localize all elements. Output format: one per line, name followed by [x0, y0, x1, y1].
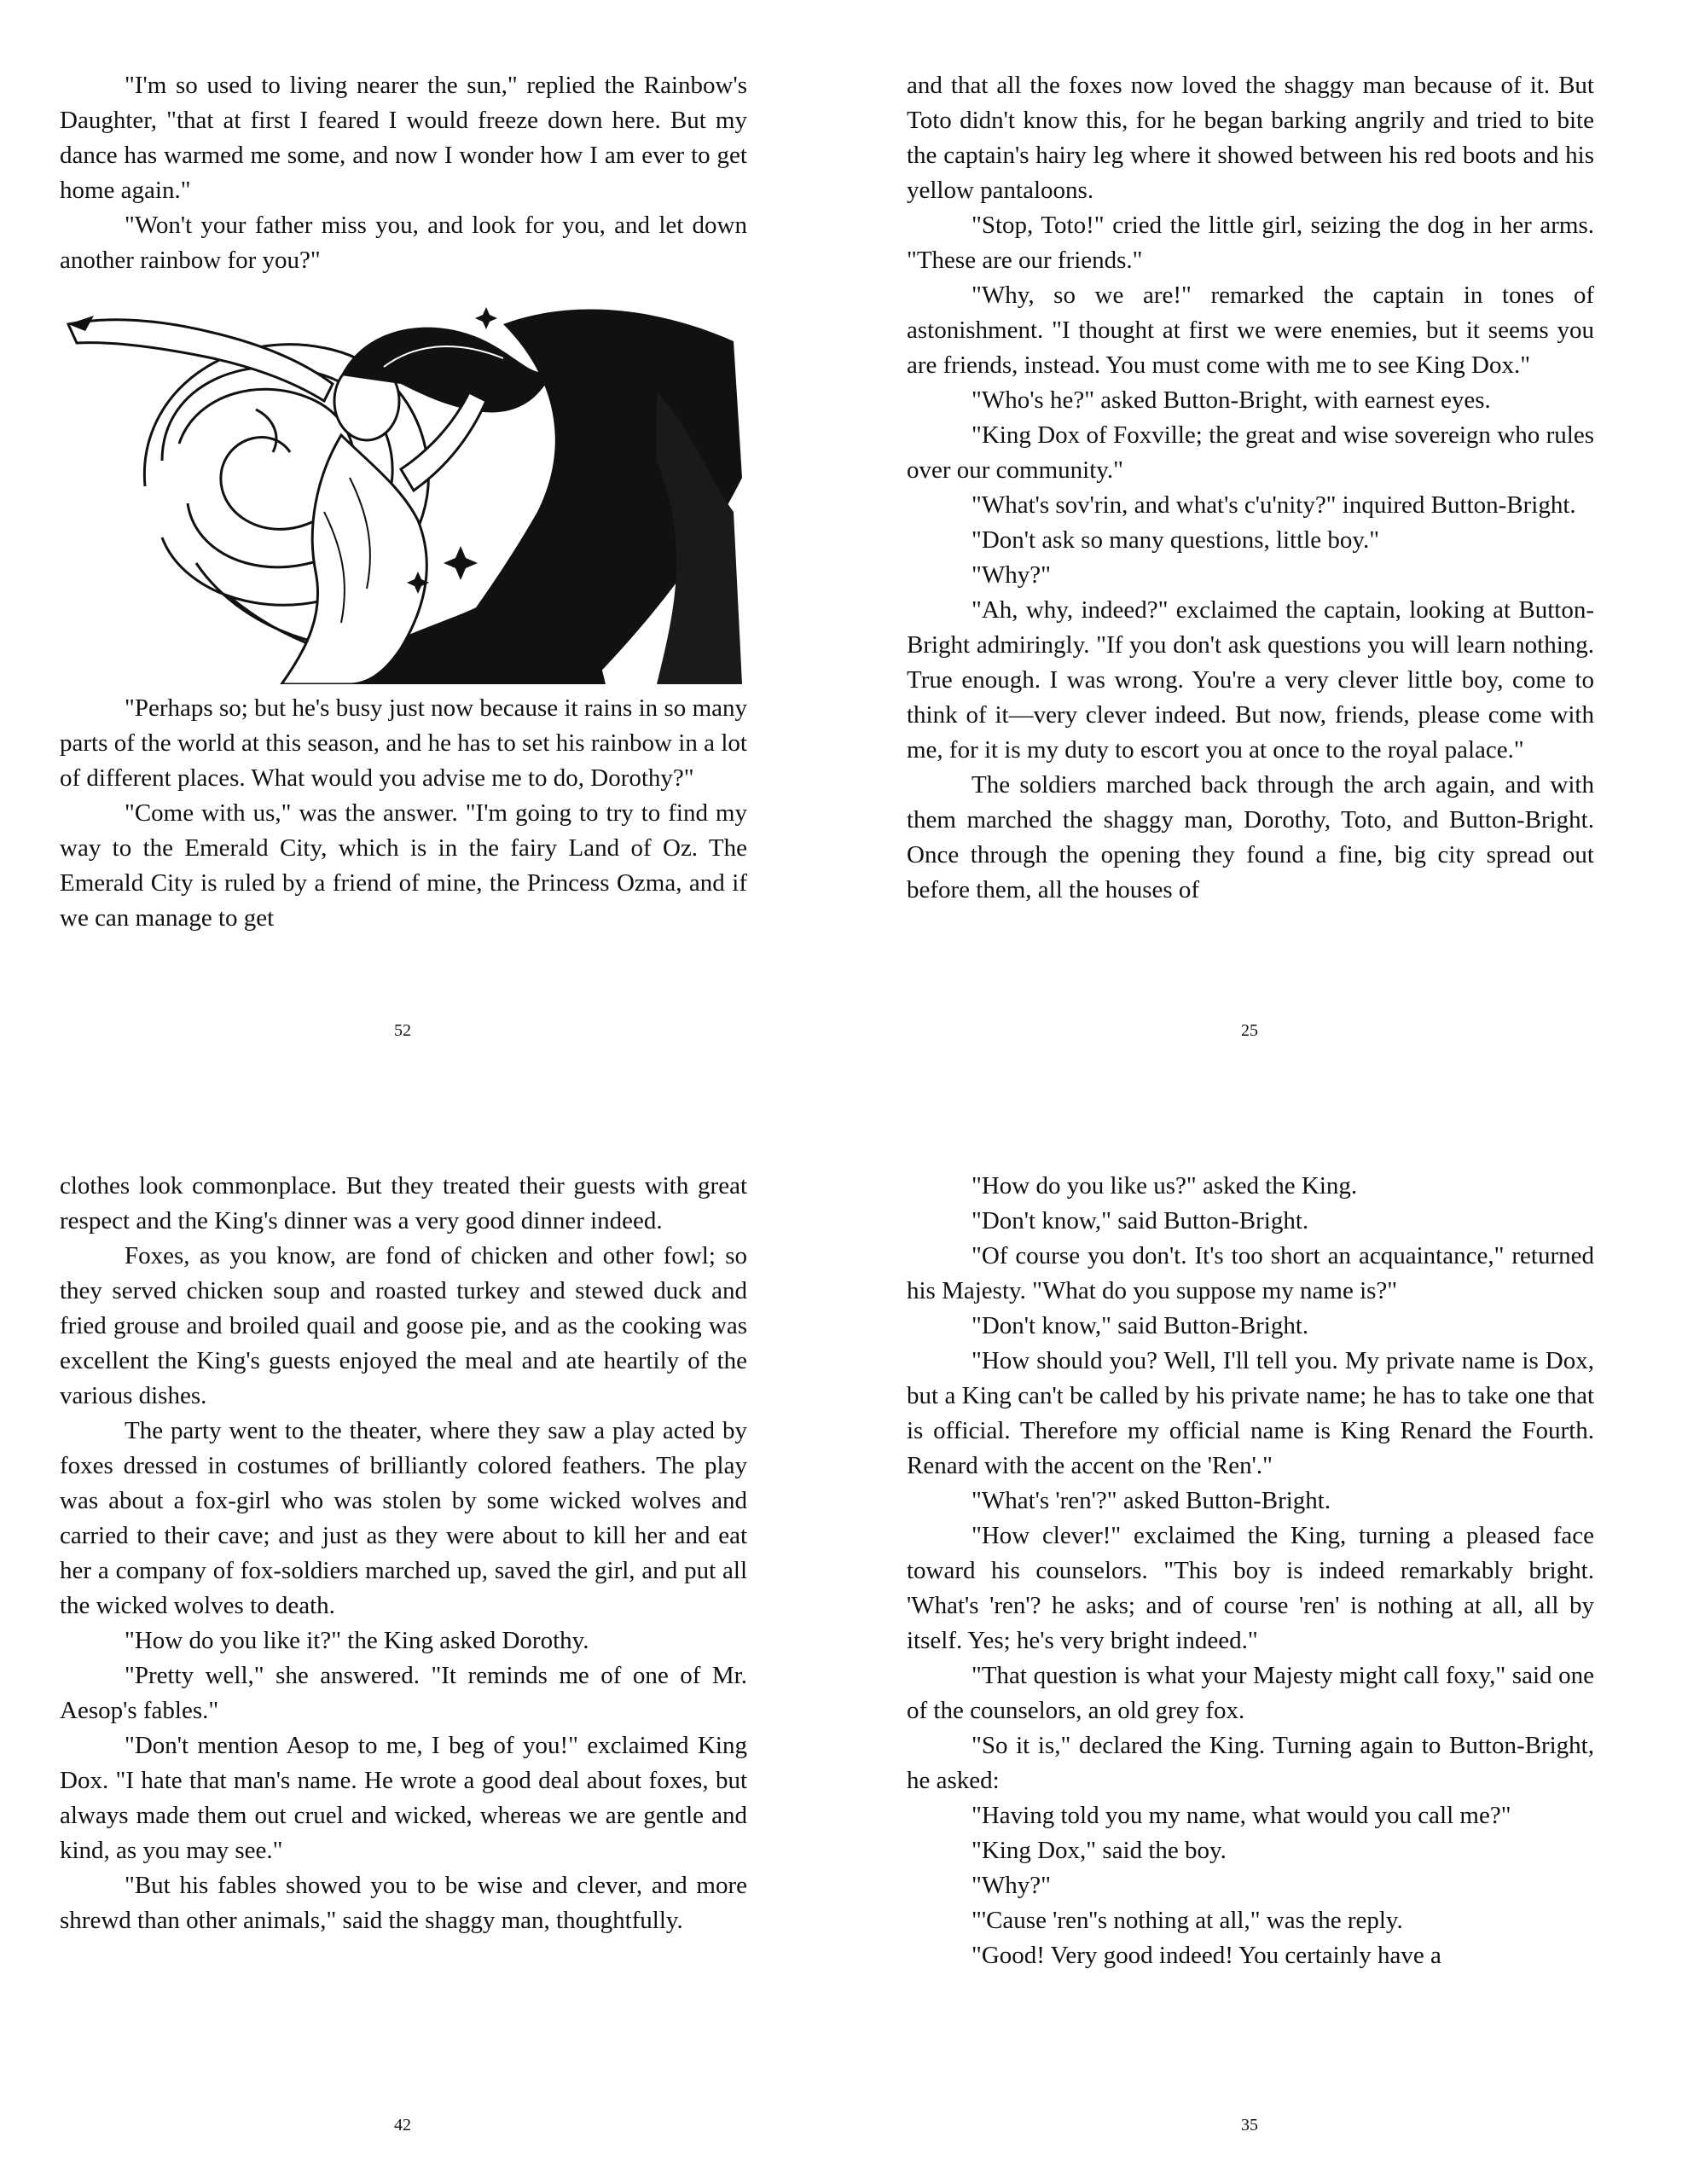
page-42 — [60, 1169, 747, 1938]
paragraph: and that all the foxes now loved the shaggy man because of it. But Toto didn't know this, for he began barking angrily and tried to bite the captain's hairy leg where it showed between his red boots and his yellow pantaloons. — [907, 72, 1594, 204]
page-35 — [907, 1169, 1594, 1973]
paragraph: "Good! Very good indeed! You certainly have a — [972, 1942, 1441, 1969]
paragraph: "Won't your father miss you, and look for you, and let down another rainbow for you?" — [60, 212, 747, 274]
paragraph: "Who's he?" asked Button-Bright, with earnest eyes. — [972, 386, 1491, 414]
paragraph: "King Dox of Foxville; the great and wise sovereign who rules over our community." — [907, 421, 1594, 484]
paragraph: "Come with us," was the answer. "I'm going to try to find my way to the Emerald City, which is in the fairy Land of Oz. The Emerald City is ruled by a friend of mine, the Princess Ozma, and if we can manage to get — [60, 799, 747, 932]
paragraph: "I'm so used to living nearer the sun," replied the Rainbow's Daughter, "that at first I feared I would freeze down here. But my dance has warmed me some, and now I wonder how I am ever to get home again." — [60, 72, 747, 204]
page-number: 35 — [1241, 2116, 1258, 2135]
paragraph: "That question is what your Majesty might call foxy," said one of the counselors, an old grey fox. — [907, 1662, 1594, 1724]
paragraph: "Don't know," said Button-Bright. — [972, 1312, 1309, 1339]
paragraph: clothes look commonplace. But they treated their guests with great respect and the King's dinner was a very good dinner indeed. — [60, 1172, 747, 1234]
paragraph: "What's sov'rin, and what's c'u'nity?" inquired Button-Bright. — [972, 491, 1576, 519]
page-number: 52 — [394, 1021, 411, 1040]
paragraph: "Having told you my name, what would you call me?" — [972, 1802, 1511, 1829]
paragraph: Foxes, as you know, are fond of chicken and other fowl; so they served chicken soup and roasted turkey and stewed duck and fried grouse and broiled quail and goose pie, and as the cooking was excellent the King's guests enjoyed the meal and ate heartily of the various dishes. — [60, 1242, 747, 1409]
page-25 — [907, 68, 1594, 908]
dancing-girl-illustration — [60, 290, 747, 684]
paragraph: "So it is," declared the King. Turning again to Button-Bright, he asked: — [907, 1732, 1594, 1794]
paragraph: "Ah, why, indeed?" exclaimed the captain, looking at Button-Bright admiringly. "If you don't ask questions you will learn nothing. True enough. I was wrong. You're a very clever little boy, come to think of it—very clever indeed. But now, friends, please come with me, for it is my duty to escort you at once to the royal palace." — [907, 596, 1594, 764]
paragraph: "'Cause 'ren''s nothing at all," was the reply. — [972, 1907, 1403, 1934]
paragraph: "What's 'ren'?" asked Button-Bright. — [972, 1487, 1331, 1514]
paragraph: "How do you like us?" asked the King. — [972, 1172, 1358, 1199]
paragraph: "Pretty well," she answered. "It reminds me of one of Mr. Aesop's fables." — [60, 1662, 747, 1724]
paragraph: The soldiers marched back through the arch again, and with them marched the shaggy man, Dorothy, Toto, and Button-Bright. Once through the opening they found a fine, big city spread out before them, all the houses of — [907, 771, 1594, 903]
paragraph: "Why?" — [972, 1872, 1051, 1899]
page-52 — [60, 68, 747, 936]
paragraph: The party went to the theater, where they saw a play acted by foxes dressed in costumes of brilliantly colored feathers. The play was about a fox-girl who was stolen by some wicked wolves and carried to their cave; and just as they were about to kill her and eat her a company of fox-soldiers marched up, saved the girl, and put all the wicked wolves to death. — [60, 1417, 747, 1619]
page-number: 42 — [394, 2116, 411, 2135]
paragraph: "Perhaps so; but he's busy just now because it rains in so many parts of the world at this season, and he has to set his rainbow in a lot of different places. What would you advise me to do, Dorothy?" — [60, 694, 747, 792]
paragraph: "How do you like it?" the King asked Dorothy. — [125, 1627, 589, 1654]
paragraph: "Stop, Toto!" cried the little girl, seizing the dog in her arms. "These are our friends." — [907, 212, 1594, 274]
paragraph: "Why, so we are!" remarked the captain in tones of astonishment. "I thought at first we were enemies, but it seems you are friends, instead. You must come with me to see King Dox." — [907, 282, 1594, 379]
paragraph: "Don't know," said Button-Bright. — [972, 1207, 1309, 1234]
page-number: 25 — [1241, 1021, 1258, 1040]
paragraph: "King Dox," said the boy. — [972, 1837, 1227, 1864]
paragraph: "Of course you don't. It's too short an acquaintance," returned his Majesty. "What do you suppose my name is?" — [907, 1242, 1594, 1304]
paragraph: "Don't mention Aesop to me, I beg of you!" exclaimed King Dox. "I hate that man's name. He wrote a good deal about foxes, but always made them out cruel and wicked, whereas we are gentle and kind, as you may see." — [60, 1732, 747, 1864]
paragraph: "Don't ask so many questions, little boy." — [972, 526, 1380, 554]
paragraph: "But his fables showed you to be wise and clever, and more shrewd than other animals," said the shaggy man, thoughtfully. — [60, 1872, 747, 1934]
paragraph: "Why?" — [972, 561, 1051, 589]
paragraph: "How should you? Well, I'll tell you. My private name is Dox, but a King can't be called by his private name; he has to take one that is official. Therefore my official name is King Renard the Fourth. Renard with the accent on the 'Ren'." — [907, 1347, 1594, 1479]
paragraph: "How clever!" exclaimed the King, turning a pleased face toward his counselors. "This boy is indeed remarkably bright. 'What's 'ren'? he asks; and of course 'ren' is nothing at all, all by itself. Yes; he's very bright indeed." — [907, 1522, 1594, 1654]
